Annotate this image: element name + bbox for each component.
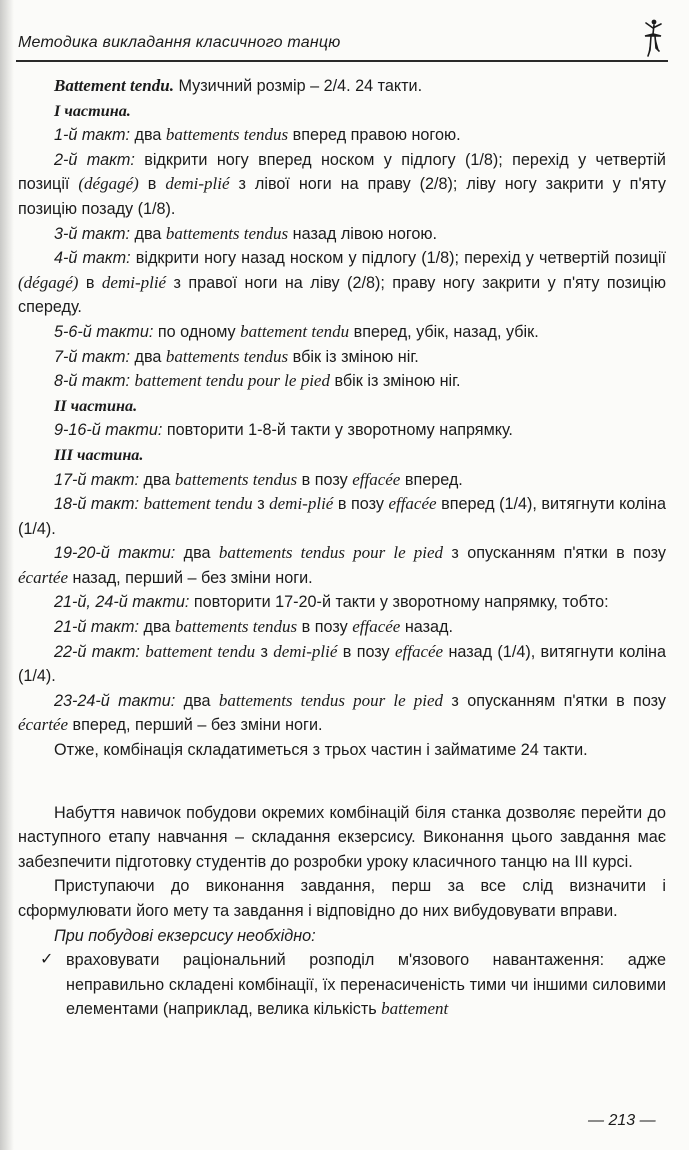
measure-4: 4-й такт: відкрити ногу назад носком у підлогу (1/8); перехід у четвертій позиції (dégagé) в demi-plié з правої ноги на ліву (2/8); праву ногу закрити у п'яту позицію спереду. [18,249,666,317]
measure-7: 7-й такт: два battements tendus вбік із зміною ніг. [54,346,419,366]
part-heading-3: III частина. [54,445,144,464]
exercise-requirements-heading: При побудові екзерсису необхідно: [54,926,316,945]
measure-22: 22-й такт: battement tendu з demi-plié в позу effacée назад (1/4), витягнути коліна (1/4). [18,641,666,686]
ballerina-icon [640,18,666,58]
paragraph-gap [18,763,666,801]
measure-3: 3-й такт: два battements tendus назад лівою ногою. [54,223,438,243]
measure-1: 1-й такт: два battements tendus вперед правою ногою. [54,125,461,145]
measure-2: 2-й такт: відкрити ногу вперед носком у підлогу (1/8); перехід у четвертій позиції (dégagé) в demi-plié з лівої ноги на праву (2/8); ліву ногу закрити у п'яту позицію позаду (1/8). [18,150,666,218]
measure-18: 18-й такт: battement tendu з demi-plié в позу effacée вперед (1/4), витягнути коліна (1/4). [18,494,667,538]
measure-17: 17-й такт: два battements tendus в позу effacée вперед. [54,469,463,489]
measure-9-16: 9-16-й такти: повторити 1-8-й такти у зворотному напрямку. [54,421,513,440]
measure-19-20: 19-20-й такти: два battements tendus pour le pied з опусканням п'ятки в позу écartée назад, перший – без зміни ноги. [18,543,666,587]
running-header [16,32,668,62]
requirement-item: ✓ враховувати раціональний розподіл м'язового навантаження: адже неправильно складені комбінації, їх перенасиченість тими чи іншими силовими елементами (наприклад, велика кількість battement [18,948,666,1022]
part-heading-1: I частина. [54,101,131,120]
measure-8: 8-й такт: battement tendu pour le pied вбік із зміною ніг. [54,371,461,391]
page-number: — 213 — [588,1112,656,1129]
running-header-title: Методика викладання класичного танцю [18,34,341,51]
combination-title: Battement tendu. Музичний розмір – 2/4. 24 такти. [54,76,423,95]
measure-5-6: 5-6-й такти: по одному battement tendu вперед, убік, назад, убік. [54,321,539,341]
measure-21-24: 21-й, 24-й такти: повторити 17-20-й такти у зворотному напрямку, тобто: [54,593,609,612]
measure-23-24: 23-24-й такти: два battements tendus pour le pied з опусканням п'ятки в позу écartée вперед, перший – без зміни ноги. [18,690,666,735]
page-gutter-shadow [0,0,14,1150]
exercise-approach-paragraph: Приступаючи до виконання завдання, перш за все слід визначити і сформулювати його мету та завдання і відповідно до них вибудовувати вправи. [18,877,666,920]
exercise-intro-paragraph: Набуття навичок побудови окремих комбінацій біля станка дозволяє перейти до наступного етапу навчання – складання екзерсису. Виконання цього завдання має забезпечити підготовку студентів до розробки уроку класичного танцю на III курсі. [18,803,666,871]
combination-summary: Отже, комбінація складатиметься з трьох частин і займатиме 24 такти. [54,741,588,760]
part-heading-2: II частина. [54,396,138,415]
checkmark-icon: ✓ [40,951,54,969]
measure-21: 21-й такт: два battements tendus в позу effacée назад. [54,617,453,637]
page-content [18,74,666,1022]
